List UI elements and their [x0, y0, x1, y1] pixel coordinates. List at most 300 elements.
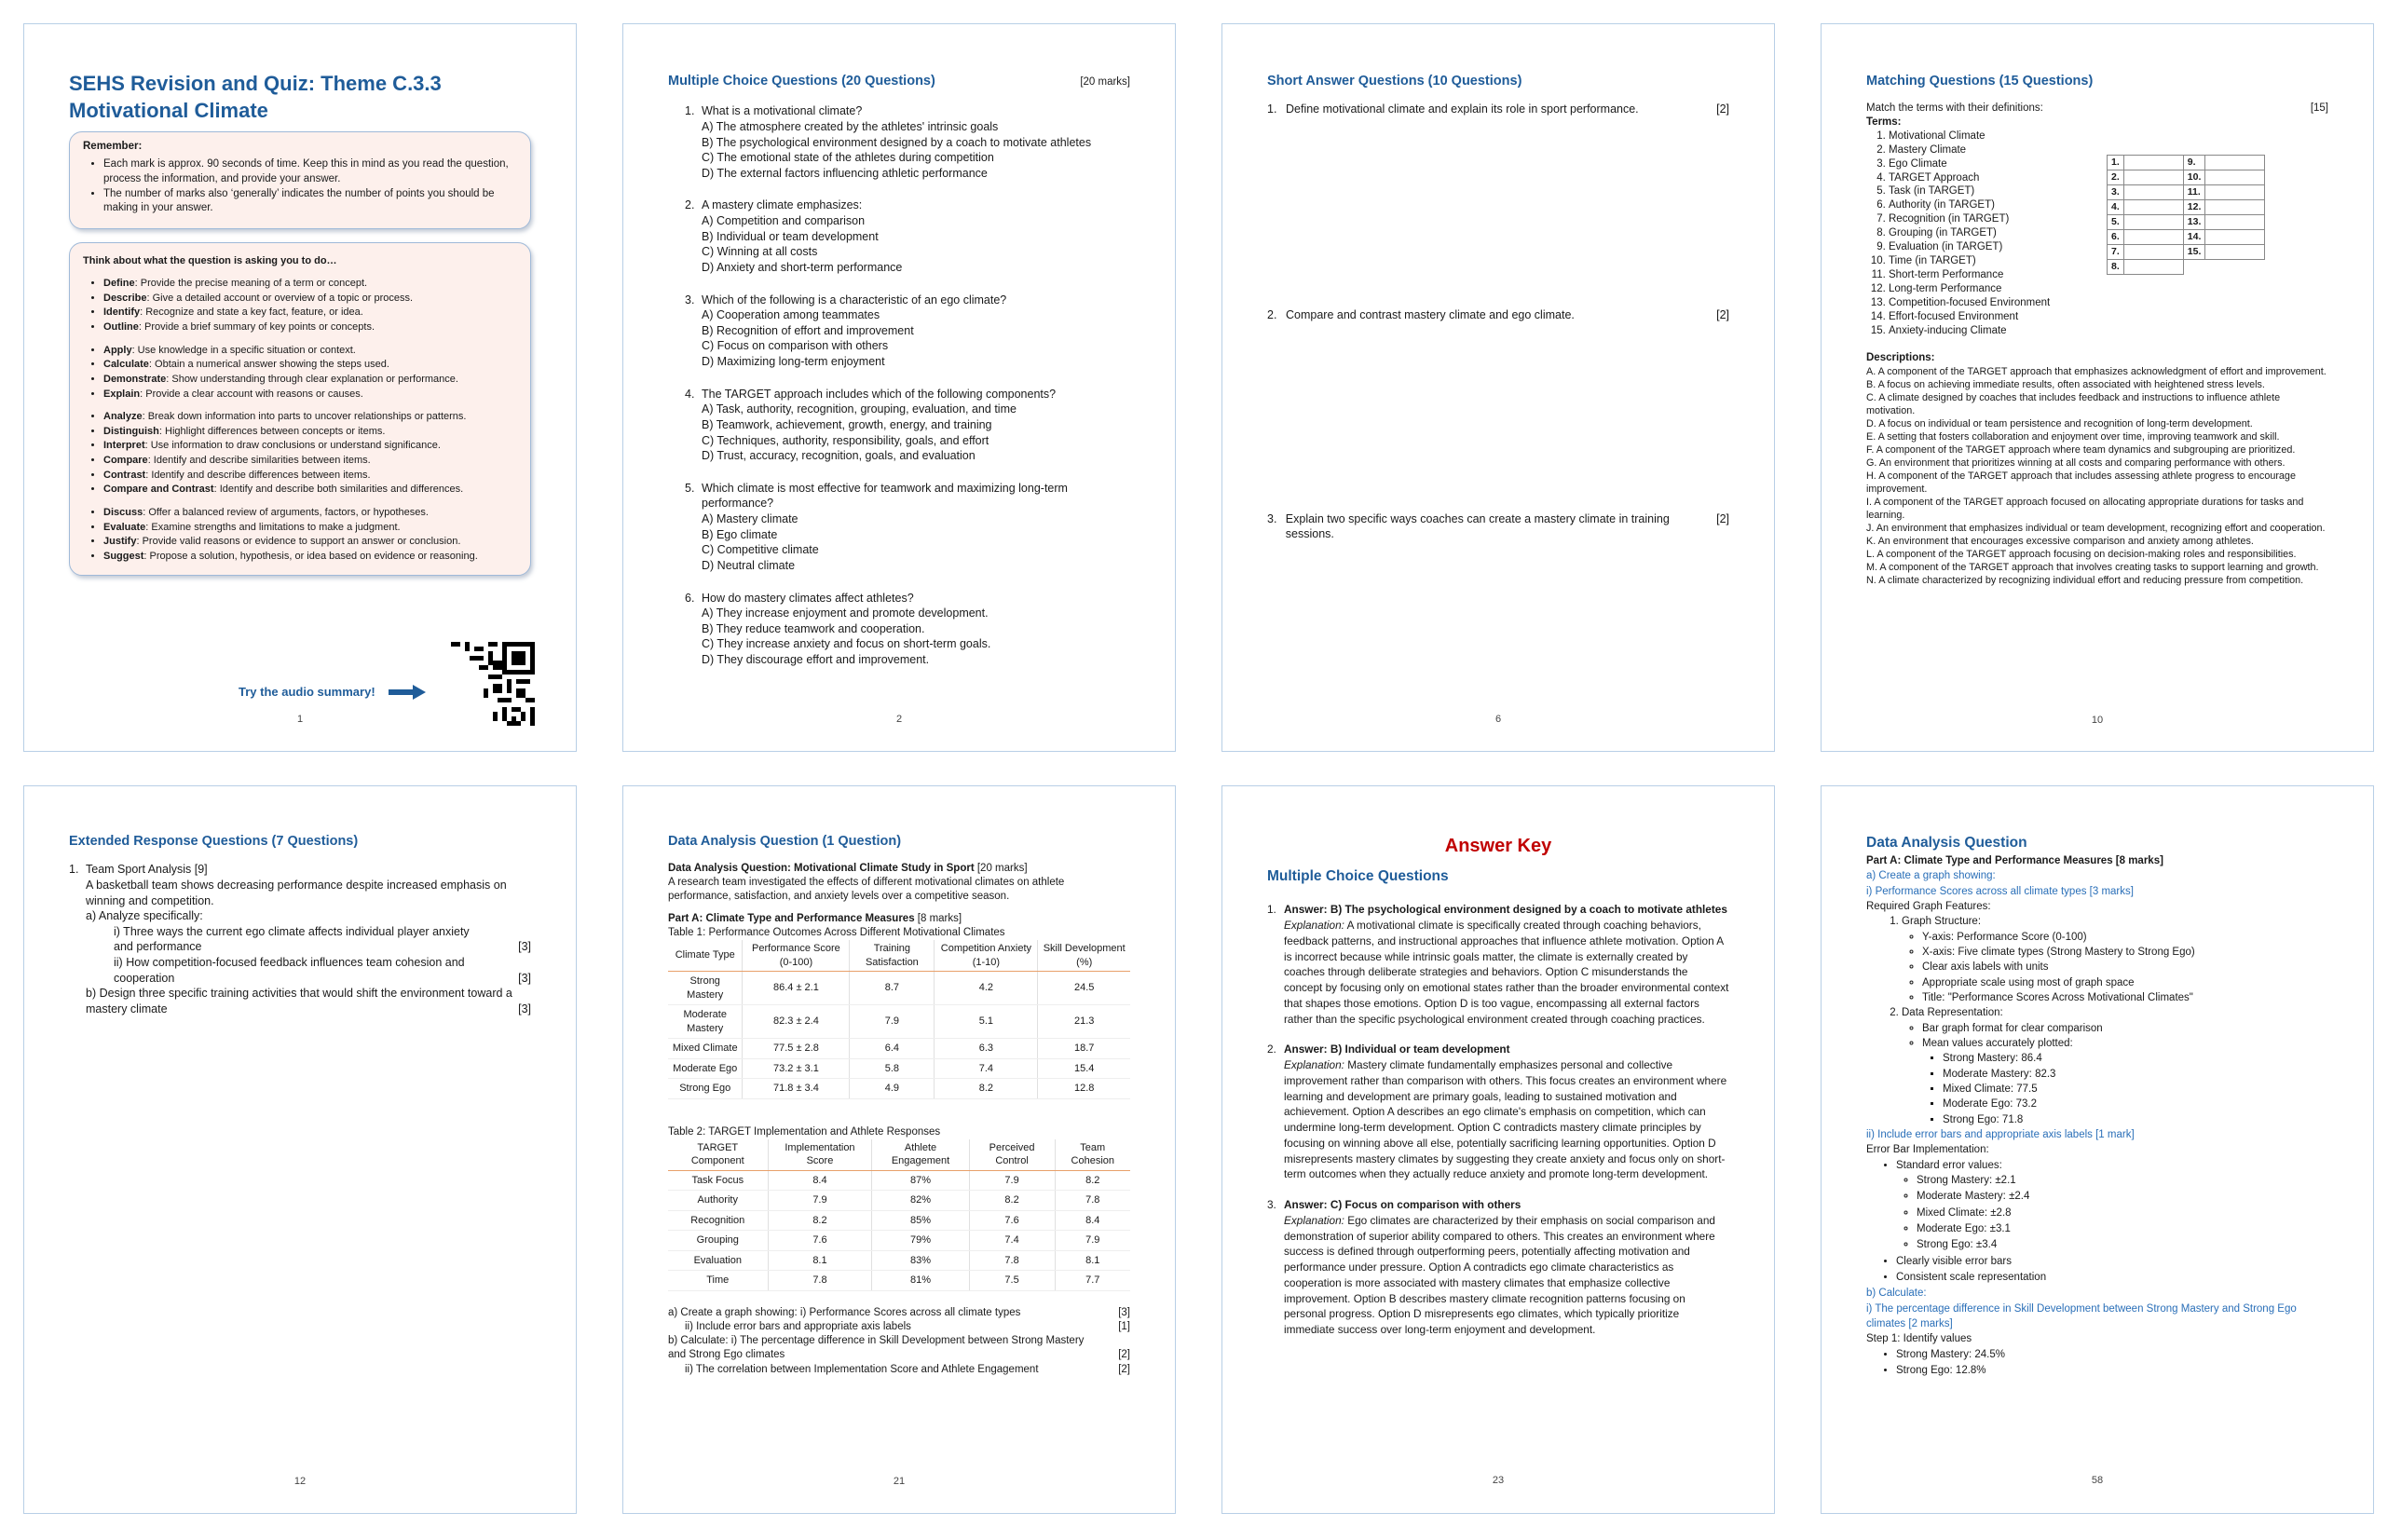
question-number: 2. [685, 198, 695, 212]
table-cell: 4.9 [850, 1079, 935, 1099]
term-item: 2. Mastery Climate [1889, 143, 2328, 157]
answer-grid-label: 6. [2108, 230, 2124, 245]
question-text: a) Create a graph showing: i) Performance Scores across all climate types [668, 1306, 1021, 1318]
mcq-question [685, 293, 1130, 370]
list-item: ◦ Strong Mastery: ±2.1 [1917, 1173, 2328, 1188]
answer-explanation [1284, 1057, 1729, 1182]
command-term-group [83, 506, 517, 564]
list-item: ▪ Strong Ego: 71.8 [1943, 1112, 2328, 1127]
table-1 [668, 940, 1130, 1099]
answer-grid-label: 9. [2183, 156, 2205, 170]
command-term-item [103, 521, 517, 535]
table-cell: 21.3 [1038, 1005, 1130, 1039]
question-stem [685, 198, 1130, 213]
table-cell: Strong Mastery [668, 972, 743, 1005]
identified-values-list [1866, 1347, 2328, 1379]
table-cell: 5.1 [935, 1005, 1038, 1039]
list-item: ◦ Moderate Mastery: ±2.4 [1917, 1189, 2328, 1204]
table-cell: 79% [872, 1231, 969, 1251]
table-cell: 8.1 [1055, 1250, 1130, 1271]
column-header: Implementation Score [768, 1139, 872, 1171]
command-term-item [103, 306, 517, 320]
explanation-label: Explanation: [1284, 1213, 1344, 1227]
command-term-definition: : Obtain a numerical answer showing the steps used. [148, 359, 389, 371]
answer-blank[interactable] [2123, 230, 2183, 245]
question-marks: [2] [1118, 1349, 1130, 1361]
section-title: Extended Response Questions (7 Questions) [69, 834, 359, 849]
command-term: Outline [103, 321, 139, 334]
data-question-intro: A research team investigated the effects of different motivational climates on athlete performance, satisfaction, and anxiety levels over a competitive season. [668, 877, 1065, 903]
error-bar-list [1866, 1158, 2328, 1286]
command-term-definition: : Propose a solution, hypothesis, or idea based on evidence or reasoning. [143, 550, 478, 562]
list-item: ◦ Mixed Climate: ±2.8 [1917, 1206, 2328, 1220]
column-header: Team Cohesion [1055, 1139, 1130, 1171]
command-term: Evaluate [103, 521, 146, 533]
table-cell: 7.8 [969, 1250, 1055, 1271]
answer-number: 1. [1267, 903, 1276, 917]
table-row [668, 1058, 1130, 1079]
answer-option: B) They reduce teamwork and cooperation. [702, 621, 925, 635]
table-cell: 81% [872, 1271, 969, 1291]
mean-values-heading: Mean values accurately plotted: [1922, 1037, 2073, 1049]
table-cell: 6.4 [850, 1039, 935, 1059]
command-term: Demonstrate [103, 373, 167, 385]
command-term: Calculate [103, 359, 149, 371]
page-number: 21 [893, 1476, 906, 1488]
answer-option: D) Neutral climate [702, 558, 796, 572]
question-stem [685, 293, 1130, 308]
command-term: Justify [103, 536, 137, 548]
question-text: A mastery climate emphasizes: [702, 198, 863, 212]
list-item: ▪ Strong Mastery: 86.4 [1943, 1051, 2328, 1066]
command-term-item [103, 469, 517, 483]
command-term: Discuss [103, 506, 143, 518]
list-item: ◦ Appropriate scale using most of graph space [1922, 975, 2328, 990]
command-term-definition: : Provide a clear account with reasons or causes. [140, 388, 363, 400]
data-question-marks: [20 marks] [974, 863, 1028, 875]
data-representation-heading: Data Representation: [1902, 1007, 2003, 1019]
description-item: K. An environment that encourages excessive comparison and anxiety among athletes. [1866, 536, 2254, 548]
question-stem [685, 591, 1130, 606]
question-number: 3. [1267, 511, 1277, 525]
term-item: 14. Effort-focused Environment [1889, 310, 2328, 324]
question-marks: [2] [1118, 1363, 1130, 1375]
table-cell: 86.4 ± 2.1 [743, 972, 850, 1005]
answer-body [1284, 902, 1729, 1027]
data-question-heading [668, 862, 1130, 876]
table-cell: 7.7 [1055, 1271, 1130, 1291]
answer-blank[interactable] [2123, 245, 2183, 260]
answer-blank[interactable] [2205, 156, 2265, 170]
answer-statement: Answer: B) The psychological environment designed by a coach to motivate athletes [1284, 903, 1727, 917]
list-item: • Strong Mastery: 24.5% [1896, 1347, 2328, 1362]
description-item: H. A component of the TARGET approach that includes assessing athlete progress to encourage improvement. [1866, 470, 2296, 495]
answer-statement: Answer: C) Focus on comparison with others [1284, 1198, 1521, 1212]
page-12 [23, 785, 577, 1514]
table-cell: 8.7 [850, 972, 935, 1005]
table-cell: 6.3 [935, 1039, 1038, 1059]
term-item: 11. Short-term Performance [1889, 268, 2328, 282]
answer-item [1267, 1042, 1729, 1182]
table-cell: 7.9 [1055, 1231, 1130, 1251]
command-term-item [103, 483, 517, 497]
answer-option: D) Anxiety and short-term performance [702, 260, 903, 274]
mcq-question [685, 591, 1130, 668]
question-text: Which climate is most effective for teamwork and maximizing long-term performance? [702, 481, 1068, 511]
explanation-label: Explanation: [1284, 1058, 1344, 1072]
answer-grid-label: 14. [2183, 230, 2205, 245]
list-item: ◦ X-axis: Five climate types (Strong Mastery to Strong Ego) [1922, 945, 2328, 960]
answer-grid-label: 7. [2108, 245, 2124, 260]
term-item: 1. Motivational Climate [1889, 129, 2328, 143]
table-cell: 7.4 [969, 1231, 1055, 1251]
table-cell: 7.4 [935, 1058, 1038, 1079]
table-cell: Moderate Mastery [668, 1005, 743, 1039]
answer-option: D) The external factors influencing athletic performance [702, 166, 988, 180]
command-term-item [103, 344, 517, 358]
part-a-marks: [8 marks] [914, 912, 962, 924]
table-cell: 7.8 [768, 1271, 872, 1291]
part-a-heading [668, 912, 1130, 926]
command-term: Identify [103, 307, 141, 319]
table-cell: 8.2 [969, 1191, 1055, 1211]
term-item: 3. Ego Climate [1889, 157, 2328, 171]
standard-error-heading: Standard error values: [1896, 1159, 2002, 1171]
question-heading: Team Sport Analysis [9] [86, 863, 208, 877]
step-1: Step 1: Identify values [1866, 1333, 1972, 1345]
list-item: • Consistent scale representation [1896, 1270, 2328, 1285]
description-item: N. A climate characterized by recognizing individual effort and reducing pressure from competition. [1866, 575, 2304, 587]
answer-option: C) Focus on comparison with others [702, 339, 889, 353]
page-number: 10 [2091, 714, 2104, 726]
part-b: b) Design three specific training activities that would shift the environment toward a mastery climate [86, 987, 512, 1015]
mcq-question [685, 387, 1130, 464]
short-answer-question [1267, 307, 1729, 323]
answer-grid-label: 4. [2108, 200, 2124, 215]
table-row [668, 972, 1130, 1005]
answer-blank[interactable] [2205, 245, 2265, 260]
answer-blank[interactable] [2205, 215, 2265, 230]
table-cell: Strong Ego [668, 1079, 743, 1099]
table-cell: 18.7 [1038, 1039, 1130, 1059]
table-cell: 15.4 [1038, 1058, 1130, 1079]
page-number: 1 [296, 714, 304, 726]
answer-option: B) Teamwork, achievement, growth, energy, and training [702, 417, 992, 431]
command-term-definition: : Break down information into parts to uncover relationships or patterns. [142, 411, 467, 423]
title-line-2: Motivational Climate [69, 98, 268, 122]
answer-option: A) Cooperation among teammates [702, 308, 880, 322]
answer-grid-row [2108, 200, 2265, 215]
table-row [668, 1271, 1130, 1291]
descriptions-list [1866, 365, 2328, 588]
term-item: 5. Task (in TARGET) [1889, 184, 2328, 198]
command-terms-box [69, 242, 531, 577]
table-cell: 77.5 ± 2.8 [743, 1039, 850, 1059]
command-term-definition: : Examine strengths and limitations to make a judgment. [145, 521, 401, 533]
command-term: Interpret [103, 440, 145, 452]
data-question-part [668, 1306, 1130, 1320]
page-number: 58 [2091, 1475, 2104, 1487]
page-2 [622, 23, 1176, 752]
command-term-definition: : Use information to draw conclusions or understand significance. [144, 440, 441, 452]
question-marks: [1] [1118, 1321, 1130, 1333]
answer-grid [2107, 155, 2265, 275]
table-cell: 7.9 [850, 1005, 935, 1039]
page-58 [1821, 785, 2374, 1514]
command-term: Apply [103, 344, 132, 356]
command-term-group [83, 344, 517, 402]
table-cell: Grouping [668, 1231, 768, 1251]
answer-blank[interactable] [2123, 185, 2183, 200]
question-marks: [2] [1716, 511, 1729, 525]
table-cell: 8.1 [768, 1250, 872, 1271]
table-cell: 24.5 [1038, 972, 1130, 1005]
list-item [1922, 1036, 2328, 1127]
list-item [1902, 914, 2328, 1005]
table-row [668, 1039, 1130, 1059]
answer-blank[interactable] [2123, 170, 2183, 185]
table-header-row [668, 940, 1130, 972]
table-row [668, 1191, 1130, 1211]
audio-summary-link[interactable]: Try the audio summary! [239, 685, 375, 699]
answer-blank[interactable] [2205, 170, 2265, 185]
command-term: Distinguish [103, 425, 159, 437]
answer-option: D) Maximizing long-term enjoyment [702, 355, 885, 369]
graph-requirements [1866, 914, 2328, 1127]
question-stem [685, 481, 1130, 511]
command-term: Contrast [103, 469, 146, 481]
question-number: 5. [685, 481, 695, 495]
description-item: F. A component of the TARGET approach where team dynamics and subgrouping are prioritized. [1866, 443, 2296, 456]
mcq-question [685, 198, 1130, 275]
required-features: Required Graph Features: [1866, 900, 1991, 912]
term-item: 13. Competition-focused Environment [1889, 296, 2328, 310]
question-marks: [3] [518, 971, 531, 985]
section-title: Matching Questions (15 Questions) [1866, 74, 2094, 89]
table-cell: Time [668, 1271, 768, 1291]
command-term-group [83, 410, 517, 497]
part-b-i: i) The percentage difference in Skill Development between Strong Mastery and Strong Ego climates [2 marks] [1866, 1302, 2297, 1329]
part-a-ii: ii) How competition-focused feedback influences team cohesion and cooperation [114, 956, 465, 985]
answer-item [1267, 1197, 1729, 1338]
list-item: • Clearly visible error bars [1896, 1254, 2328, 1269]
list-item: ▪ Mixed Climate: 77.5 [1943, 1082, 2328, 1097]
table-cell: 7.9 [768, 1191, 872, 1211]
table-row [668, 1231, 1130, 1251]
matching-instructions: Match the terms with their definitions: [1866, 102, 2043, 114]
terms-heading: Terms: [1866, 116, 1902, 128]
command-term-definition: : Recognize and state a key fact, feature, or idea. [140, 307, 363, 319]
answer-grid-row [2108, 245, 2265, 260]
table-cell: 7.6 [969, 1210, 1055, 1231]
command-term-definition: : Provide valid reasons or evidence to support an answer or conclusion. [136, 536, 461, 548]
command-term: Compare and Contrast [103, 484, 214, 496]
question-marks: [2] [1716, 102, 1729, 116]
section-title: Multiple Choice Questions (20 Questions) [668, 74, 935, 89]
standard-error-list [1896, 1173, 2328, 1253]
answer-body [1284, 1197, 1729, 1338]
list-item: ◦ Moderate Ego: ±3.1 [1917, 1221, 2328, 1236]
page-number: 23 [1492, 1475, 1505, 1487]
remember-item: • Each mark is approx. 90 seconds of time. Keep this in mind as you read the question, process the information, and provide your answer. [103, 157, 517, 186]
table-cell: Recognition [668, 1210, 768, 1231]
command-term-item [103, 277, 517, 291]
answer-grid-row [2108, 185, 2265, 200]
table-row [668, 1250, 1130, 1271]
answer-key-title: Answer Key [1444, 836, 1552, 856]
answer-explanation [1284, 918, 1729, 1027]
column-header: Training Satisfaction [850, 940, 935, 972]
answer-number: 3. [1267, 1198, 1276, 1212]
answer-option: C) Techniques, authority, responsibility, goals, and effort [702, 433, 989, 447]
column-header: Skill Development (%) [1038, 940, 1130, 972]
column-header: Climate Type [668, 940, 743, 972]
part-a-title: Part A: Climate Type and Performance Measures [668, 912, 915, 924]
answer-grid-label: 8. [2108, 260, 2124, 275]
description-item: A. A component of the TARGET approach that emphasizes acknowledgment of effort and improvement. [1866, 365, 2327, 377]
table-cell: 82% [872, 1191, 969, 1211]
answer-blank[interactable] [2123, 156, 2183, 170]
mcq-question [685, 103, 1130, 181]
list-item [1902, 1005, 2328, 1127]
table-cell: 5.8 [850, 1058, 935, 1079]
answer-number: 2. [1267, 1043, 1276, 1056]
answer-blank[interactable] [2205, 230, 2265, 245]
part-a-i: i) Performance Scores across all climate types [3 marks] [1866, 885, 2134, 897]
answer-option: C) Competitive climate [702, 543, 819, 557]
term-item: 15. Anxiety-inducing Climate [1889, 324, 2328, 338]
extended-question [69, 862, 531, 1016]
table-cell: 71.8 ± 3.4 [743, 1079, 850, 1099]
table-cell: Moderate Ego [668, 1058, 743, 1079]
part-a-heading: Part A: Climate Type and Performance Measures [8 marks] [1866, 855, 2163, 866]
description-item: J. An environment that emphasizes individual or team development, recognizing effort and cooperation. [1866, 523, 2326, 535]
command-term-item [103, 292, 517, 306]
answer-list [1267, 902, 1729, 1338]
description-item: C. A climate designed by coaches that includes feedback and instructions to influence athlete motivation. [1866, 391, 2281, 416]
table-cell: 7.6 [768, 1231, 872, 1251]
answer-option: B) Recognition of effort and improvement [702, 323, 914, 337]
answer-option: D) Trust, accuracy, recognition, goals, and evaluation [702, 449, 976, 463]
answer-blank[interactable] [2205, 185, 2265, 200]
answer-grid-row [2108, 170, 2265, 185]
section-marks: [15] [2310, 102, 2328, 114]
section-title: Short Answer Questions (10 Questions) [1267, 74, 1522, 89]
answer-grid-label: 2. [2108, 170, 2124, 185]
section-title: Data Analysis Question (1 Question) [668, 834, 902, 849]
part-a-label: a) Create a graph showing: [1866, 870, 1996, 882]
command-term-item [103, 439, 517, 453]
question-marks: [3] [1118, 1306, 1130, 1318]
command-term-group [83, 277, 517, 334]
answer-grid-label: 15. [2183, 245, 2205, 260]
graph-structure-list [1902, 930, 2328, 1006]
table-cell: 8.2 [935, 1079, 1038, 1099]
list-item: ◦ Strong Ego: ±3.4 [1917, 1237, 2328, 1252]
data-question-part [668, 1334, 1130, 1362]
description-item: I. A component of the TARGET approach focused on allocating appropriate durations for tasks and learning. [1866, 497, 2304, 522]
question-text: ii) Include error bars and appropriate axis labels [685, 1321, 911, 1333]
answer-blank[interactable] [2205, 200, 2265, 215]
command-term: Compare [103, 455, 148, 467]
command-term-groups [83, 277, 517, 563]
answer-blank[interactable] [2123, 260, 2183, 275]
answer-blank[interactable] [2123, 215, 2183, 230]
short-answer-question [1267, 511, 1729, 542]
command-term-definition: : Identify and describe differences between items. [145, 469, 371, 481]
list-item: ◦ Bar graph format for clear comparison [1922, 1021, 2328, 1036]
answer-key-subtitle: Multiple Choice Questions [1267, 868, 1449, 885]
section-title: Data Analysis Question [1866, 835, 2027, 851]
answer-grid-row [2108, 215, 2265, 230]
scenario-text: A basketball team shows decreasing performance despite increased emphasis on winning and competition. [86, 878, 507, 907]
remember-item: • The number of marks also ‘generally’ indicates the number of points you should be making in your answer. [103, 187, 517, 216]
question-number: 1. [685, 104, 695, 118]
table-2-caption: Table 2: TARGET Implementation and Athlete Responses [668, 1125, 941, 1138]
explanation-label: Explanation: [1284, 919, 1344, 933]
list-item: ◦ Clear axis labels with units [1922, 960, 2328, 974]
error-bar-heading: Error Bar Implementation: [1866, 1144, 1989, 1156]
explanation-text: A motivational climate is specifically created through coaching behaviors, feedback patterns, and instructional approaches that influence athlete motivation. Option A is incorrect because while intrinsic goals matter, the climate is externally created by coaches through deliberate strategies and behaviors. Option C misunderstands the concept by focusing only on emotional states rather than the broader environmental context that shapes those emotions. Option D is too vague, encompassing all external factors rather than the specific psychological environment created through coaching practices. [1284, 919, 1729, 1026]
description-item: M. A component of the TARGET approach that involves creating tasks to support learning and growth. [1866, 562, 2319, 574]
command-term-item [103, 373, 517, 387]
command-term-definition: : Provide the precise meaning of a term or concept. [134, 278, 368, 290]
section-marks: [20 marks] [1080, 76, 1130, 88]
description-item: G. An environment that prioritizes winning at all costs and comparing performance with others. [1866, 457, 2286, 469]
answer-option: C) Winning at all costs [702, 245, 818, 259]
answer-grid-label: 3. [2108, 185, 2124, 200]
description-item: D. A focus on individual or team persistence and recognition of long-term development. [1866, 417, 2253, 429]
answer-grid-label: 12. [2183, 200, 2205, 215]
question-text: The TARGET approach includes which of the following components? [702, 387, 1057, 401]
table-row [668, 1005, 1130, 1039]
answer-blank[interactable] [2123, 200, 2183, 215]
description-item: E. A setting that fosters collaboration and enjoyment over time, improving teamwork and skill. [1866, 430, 2280, 443]
question-number: 6. [685, 591, 695, 605]
explanation-text: Ego climates are characterized by their emphasis on social comparison and demonstration of superior ability compared to others. This creates an environment where success is defined through outperforming peers, potentially affecting motivation and performance under pressure. Option A contradicts ego climate characteristics as cooperation is more associated with mastery climates that emphasize collective improvement. Option B describes mastery climate recognition patterns focusing on personal progress. Option D misrepresents ego climates, which typically prioritize immediate success over long-term enjoyment and development. [1284, 1213, 1715, 1337]
answer-option: B) Ego climate [702, 527, 778, 541]
question-number: 2. [1267, 307, 1277, 321]
answer-option: A) The atmosphere created by the athletes' intrinsic goals [702, 119, 999, 133]
answer-grid-label: 11. [2183, 185, 2205, 200]
question-number: 1. [1267, 102, 1277, 116]
command-term-definition: : Use knowledge in a specific situation or context. [131, 344, 356, 356]
table-cell: 7.5 [969, 1271, 1055, 1291]
answer-grid-row [2108, 156, 2265, 170]
term-item: 7. Recognition (in TARGET) [1889, 212, 2328, 226]
page-1 [23, 23, 577, 752]
command-term-item [103, 425, 517, 439]
column-header: Athlete Engagement [872, 1139, 969, 1171]
answer-grid-label: 13. [2183, 215, 2205, 230]
description-item: B. A focus on achieving immediate results, often associated with heightened stress levels. [1866, 378, 2265, 390]
term-item: 6. Authority (in TARGET) [1889, 198, 2328, 212]
part-b-label: b) Calculate: [1866, 1288, 1927, 1300]
answer-grid-row [2108, 230, 2265, 245]
page-title [69, 71, 531, 124]
data-question-part [668, 1363, 1130, 1377]
command-term: Define [103, 278, 135, 290]
short-answer-question [1267, 102, 1729, 117]
answer-explanation [1284, 1213, 1729, 1338]
answer-grid-label: 10. [2183, 170, 2205, 185]
list-item: ◦ Title: "Performance Scores Across Motivational Climates" [1922, 990, 2328, 1005]
command-term-definition: : Identify and describe similarities between items. [147, 455, 371, 467]
page-21 [622, 785, 1176, 1514]
command-term-item [103, 506, 517, 520]
explanation-text: Mastery climate fundamentally emphasizes personal and collective improvement rather than comparison with others. This focus creates an environment where learning and development are primary goals, leading to sustained motivation and achievement. Option A describes an ego climate's emphasis on competition, which can undermine long-term development. Option C contradicts mastery climate principles by focusing on winning above all else, potentially sacrificing learning opportunities. Option D misrepresents mastery climates by suggesting they create anxiety and focus only on short-term outcomes when they actually reduce anxiety and promote long-term development. [1284, 1058, 1727, 1181]
term-item: 8. Grouping (in TARGET) [1889, 226, 2328, 240]
